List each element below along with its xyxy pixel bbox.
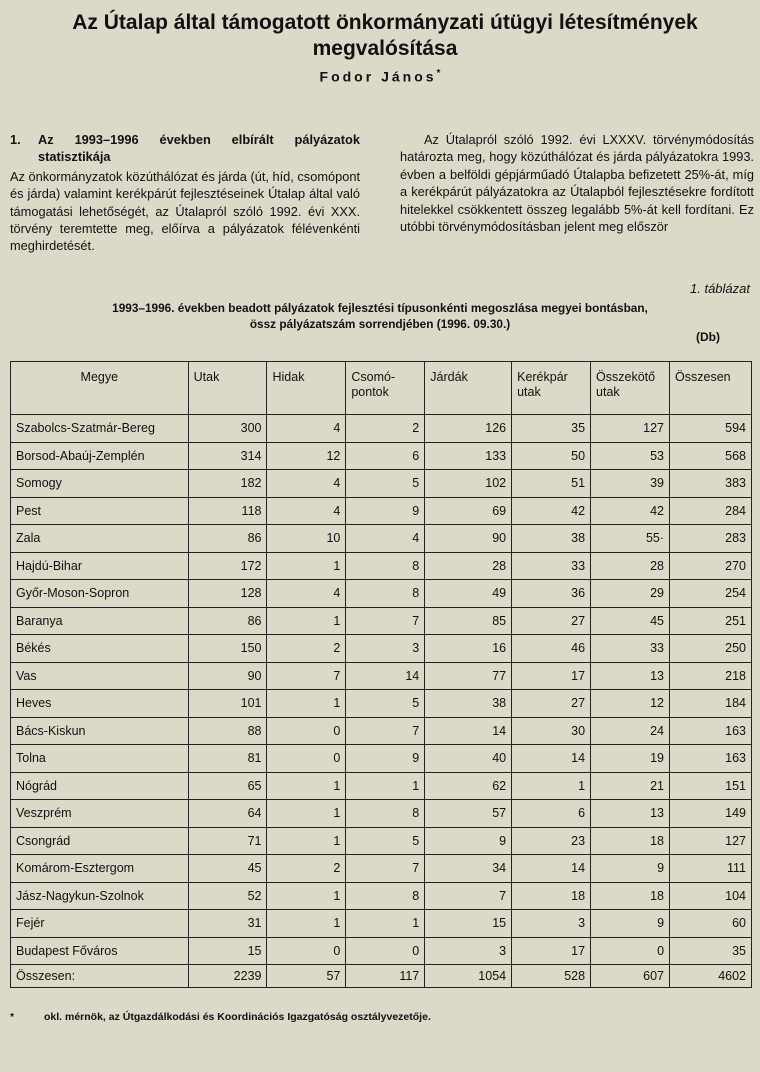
value-cell: 12	[591, 690, 670, 718]
value-cell: 8	[346, 552, 425, 580]
value-cell: 607	[591, 965, 670, 988]
value-cell: 14	[425, 717, 512, 745]
value-cell: 77	[425, 662, 512, 690]
footnote-text: okl. mérnök, az Útgazdálkodási és Koordinációs Igazgatóság osztályvezetője.	[44, 1011, 431, 1023]
value-cell: 81	[188, 745, 267, 773]
value-cell: 218	[670, 662, 752, 690]
column-header: Összesen	[670, 362, 752, 415]
value-cell: 31	[188, 910, 267, 938]
value-cell: 9	[591, 855, 670, 883]
value-cell: 39	[591, 470, 670, 498]
value-cell: 3	[346, 635, 425, 663]
table-row	[11, 635, 752, 663]
value-cell: 18	[512, 882, 591, 910]
value-cell: 14	[346, 662, 425, 690]
value-cell: 8	[346, 800, 425, 828]
value-cell: 19	[591, 745, 670, 773]
column-header: Hidak	[267, 362, 346, 415]
value-cell: 45	[188, 855, 267, 883]
column-header: Összekötő utak	[591, 362, 670, 415]
value-cell: 3	[425, 937, 512, 965]
table-caption	[40, 300, 720, 332]
value-cell: 18	[591, 827, 670, 855]
value-cell: 101	[188, 690, 267, 718]
section-heading-text: Az 1993–1996 években elbírált pályázatok statisztikája	[38, 132, 360, 165]
value-cell: 1	[267, 800, 346, 828]
value-cell: 35	[512, 415, 591, 443]
value-cell: 88	[188, 717, 267, 745]
value-cell: 27	[512, 690, 591, 718]
author-footnote-mark: *	[436, 68, 441, 79]
county-cell: Pest	[11, 497, 189, 525]
table-row	[11, 800, 752, 828]
value-cell: 0	[267, 937, 346, 965]
value-cell: 133	[425, 442, 512, 470]
county-cell: Hajdú-Bihar	[11, 552, 189, 580]
value-cell: 150	[188, 635, 267, 663]
value-cell: 9	[425, 827, 512, 855]
value-cell: 7	[346, 855, 425, 883]
value-cell: 4	[267, 580, 346, 608]
table-body	[11, 415, 752, 988]
value-cell: 13	[591, 800, 670, 828]
value-cell: 12	[267, 442, 346, 470]
value-cell: 1	[512, 772, 591, 800]
value-cell: 27	[512, 607, 591, 635]
value-cell: 149	[670, 800, 752, 828]
left-paragraph: Az önkormányzatok közúthálózat és járda (út, híd, csomópont és járda) valamint kerékpárút fejlesztéseinek Útalap által való támogatási lehetőségét, az Útalapról szóló 1992. évi XXX. törvény teremtette meg, előírva a pályázatok félévenkénti meghirdetését.	[10, 168, 360, 254]
value-cell: 42	[512, 497, 591, 525]
value-cell: 14	[512, 745, 591, 773]
county-cell: Somogy	[11, 470, 189, 498]
value-cell: 28	[591, 552, 670, 580]
author	[0, 68, 760, 85]
value-cell: 65	[188, 772, 267, 800]
value-cell: 1	[267, 882, 346, 910]
value-cell: 33	[591, 635, 670, 663]
value-cell: 17	[512, 662, 591, 690]
section-heading	[10, 131, 360, 166]
header-row	[11, 362, 752, 415]
county-cell: Szabolcs-Szatmár-Bereg	[11, 415, 189, 443]
value-cell: 50	[512, 442, 591, 470]
value-cell: 9	[346, 745, 425, 773]
value-cell: 60	[670, 910, 752, 938]
value-cell: 0	[267, 745, 346, 773]
table-row	[11, 772, 752, 800]
table-row	[11, 525, 752, 553]
value-cell: 8	[346, 882, 425, 910]
value-cell: 102	[425, 470, 512, 498]
county-cell: Heves	[11, 690, 189, 718]
value-cell: 5	[346, 690, 425, 718]
value-cell: 0	[346, 937, 425, 965]
section-number: 1.	[10, 132, 21, 147]
footnote	[10, 1011, 431, 1023]
total-row	[11, 965, 752, 988]
value-cell: 2239	[188, 965, 267, 988]
value-cell: 6	[512, 800, 591, 828]
value-cell: 71	[188, 827, 267, 855]
table-unit: (Db)	[696, 330, 720, 344]
value-cell: 4	[267, 497, 346, 525]
value-cell: 86	[188, 607, 267, 635]
table-row	[11, 470, 752, 498]
value-cell: 163	[670, 745, 752, 773]
value-cell: 117	[346, 965, 425, 988]
value-cell: 568	[670, 442, 752, 470]
value-cell: 151	[670, 772, 752, 800]
table-row	[11, 497, 752, 525]
value-cell: 38	[512, 525, 591, 553]
county-cell: Nógrád	[11, 772, 189, 800]
value-cell: 2	[267, 855, 346, 883]
value-cell: 34	[425, 855, 512, 883]
value-cell: 182	[188, 470, 267, 498]
county-cell: Jász-Nagykun-Szolnok	[11, 882, 189, 910]
table-caption-line1: 1993–1996. években beadott pályázatok fejlesztési típusonkénti megoszlása megyei bontásban,	[112, 301, 648, 315]
table-header	[11, 362, 752, 415]
page-title: Az Útalap által támogatott önkormányzati útügyi létesítmények megvalósítása	[72, 11, 698, 60]
value-cell: 1	[267, 827, 346, 855]
value-cell: 163	[670, 717, 752, 745]
value-cell: 2	[267, 635, 346, 663]
value-cell: 127	[670, 827, 752, 855]
value-cell: 57	[425, 800, 512, 828]
value-cell: 104	[670, 882, 752, 910]
value-cell: 127	[591, 415, 670, 443]
table-row	[11, 855, 752, 883]
value-cell: 4	[267, 415, 346, 443]
column-header: Utak	[188, 362, 267, 415]
value-cell: 36	[512, 580, 591, 608]
value-cell: 40	[425, 745, 512, 773]
value-cell: 64	[188, 800, 267, 828]
table-row	[11, 910, 752, 938]
value-cell: 1	[267, 607, 346, 635]
value-cell: 45	[591, 607, 670, 635]
value-cell: 128	[188, 580, 267, 608]
value-cell: 8	[346, 580, 425, 608]
value-cell: 33	[512, 552, 591, 580]
value-cell: 0	[591, 937, 670, 965]
value-cell: 3	[512, 910, 591, 938]
value-cell: 2	[346, 415, 425, 443]
value-cell: 1	[346, 910, 425, 938]
value-cell: 1	[267, 552, 346, 580]
table-row	[11, 442, 752, 470]
value-cell: 528	[512, 965, 591, 988]
value-cell: 90	[188, 662, 267, 690]
value-cell: 0	[267, 717, 346, 745]
value-cell: 1	[346, 772, 425, 800]
value-cell: 14	[512, 855, 591, 883]
value-cell: 62	[425, 772, 512, 800]
value-cell: 49	[425, 580, 512, 608]
value-cell: 9	[346, 497, 425, 525]
county-cell: Csongrád	[11, 827, 189, 855]
value-cell: 284	[670, 497, 752, 525]
value-cell: 13	[591, 662, 670, 690]
table-row	[11, 937, 752, 965]
value-cell: 46	[512, 635, 591, 663]
county-cell: Baranya	[11, 607, 189, 635]
county-cell: Békés	[11, 635, 189, 663]
county-cell: Veszprém	[11, 800, 189, 828]
value-cell: 118	[188, 497, 267, 525]
value-cell: 254	[670, 580, 752, 608]
column-header: Járdák	[425, 362, 512, 415]
value-cell: 55·	[591, 525, 670, 553]
table-row	[11, 745, 752, 773]
county-cell: Komárom-Esztergom	[11, 855, 189, 883]
value-cell: 86	[188, 525, 267, 553]
value-cell: 28	[425, 552, 512, 580]
value-cell: 7	[425, 882, 512, 910]
value-cell: 1	[267, 690, 346, 718]
value-cell: 16	[425, 635, 512, 663]
value-cell: 18	[591, 882, 670, 910]
county-cell: Összesen:	[11, 965, 189, 988]
column-header: Kerékpár utak	[512, 362, 591, 415]
left-column	[10, 131, 360, 255]
county-cell: Tolna	[11, 745, 189, 773]
value-cell: 7	[346, 717, 425, 745]
value-cell: 23	[512, 827, 591, 855]
value-cell: 1054	[425, 965, 512, 988]
value-cell: 17	[512, 937, 591, 965]
value-cell: 5	[346, 470, 425, 498]
table-row	[11, 580, 752, 608]
value-cell: 4602	[670, 965, 752, 988]
county-cell: Vas	[11, 662, 189, 690]
value-cell: 7	[346, 607, 425, 635]
table-row	[11, 662, 752, 690]
value-cell: 85	[425, 607, 512, 635]
value-cell: 69	[425, 497, 512, 525]
value-cell: 30	[512, 717, 591, 745]
right-paragraph: Az Útalapról szóló 1992. évi LXXXV. törvénymódosítás határozta meg, hogy közúthálózat és járda pályázatokra 1993. évben a belföldi gépjárműadó Útalapba befizetett 25%-át, míg a kerékpárút pályázatokra az Útalapból fejlesztésekre fordított hitelekkel csökkentett összeg legalább 5%-át kell fordítani. Ez utóbbi törvénymódosításban jelent meg először	[400, 132, 754, 235]
value-cell: 15	[188, 937, 267, 965]
footnote-mark: *	[10, 1011, 15, 1023]
value-cell: 1	[267, 910, 346, 938]
value-cell: 5	[346, 827, 425, 855]
value-cell: 111	[670, 855, 752, 883]
author-name: Fodor János	[319, 68, 437, 85]
value-cell: 38	[425, 690, 512, 718]
table-row	[11, 827, 752, 855]
value-cell: 10	[267, 525, 346, 553]
value-cell: 270	[670, 552, 752, 580]
data-table	[10, 361, 752, 988]
value-cell: 42	[591, 497, 670, 525]
table-row	[11, 882, 752, 910]
value-cell: 90	[425, 525, 512, 553]
county-cell: Borsod-Abaúj-Zemplén	[11, 442, 189, 470]
county-cell: Zala	[11, 525, 189, 553]
value-cell: 29	[591, 580, 670, 608]
column-header: Megye	[11, 362, 189, 415]
value-cell: 24	[591, 717, 670, 745]
value-cell: 57	[267, 965, 346, 988]
value-cell: 52	[188, 882, 267, 910]
value-cell: 594	[670, 415, 752, 443]
county-cell: Bács-Kiskun	[11, 717, 189, 745]
table-row	[11, 552, 752, 580]
county-cell: Budapest Főváros	[11, 937, 189, 965]
value-cell: 53	[591, 442, 670, 470]
value-cell: 21	[591, 772, 670, 800]
value-cell: 51	[512, 470, 591, 498]
value-cell: 251	[670, 607, 752, 635]
value-cell: 250	[670, 635, 752, 663]
value-cell: 15	[425, 910, 512, 938]
table-row	[11, 690, 752, 718]
value-cell: 4	[346, 525, 425, 553]
value-cell: 126	[425, 415, 512, 443]
value-cell: 35	[670, 937, 752, 965]
value-cell: 300	[188, 415, 267, 443]
value-cell: 7	[267, 662, 346, 690]
value-cell: 1	[267, 772, 346, 800]
value-cell: 9	[591, 910, 670, 938]
table-number: 1. táblázat	[690, 281, 750, 296]
value-cell: 383	[670, 470, 752, 498]
value-cell: 283	[670, 525, 752, 553]
value-cell: 184	[670, 690, 752, 718]
table-row	[11, 415, 752, 443]
county-cell: Győr-Moson-Sopron	[11, 580, 189, 608]
value-cell: 4	[267, 470, 346, 498]
column-header: Csomó- pontok	[346, 362, 425, 415]
table-caption-line2: össz pályázatszám sorrendjében (1996. 09.30.)	[249, 317, 511, 331]
value-cell: 314	[188, 442, 267, 470]
county-cell: Fejér	[11, 910, 189, 938]
value-cell: 6	[346, 442, 425, 470]
table-row	[11, 717, 752, 745]
table-row	[11, 607, 752, 635]
value-cell: 172	[188, 552, 267, 580]
